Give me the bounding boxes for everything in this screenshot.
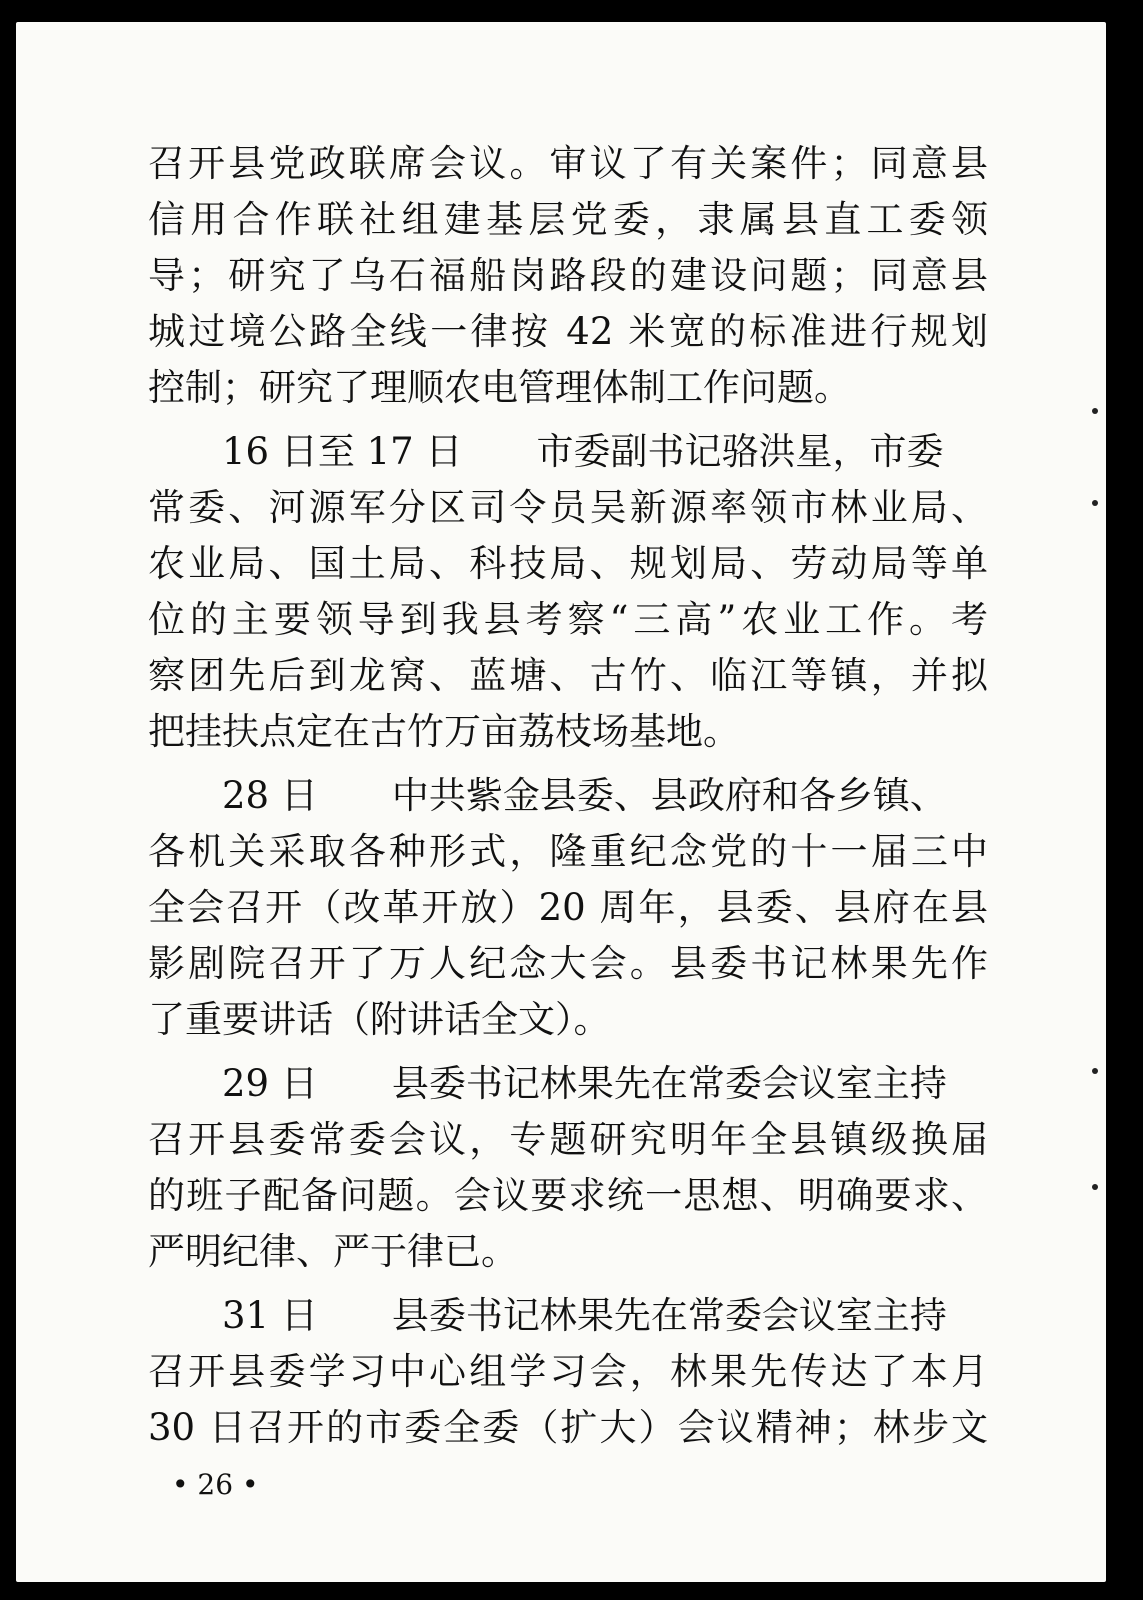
text-line: 召开县委常委会议，专题研究明年全县镇级换届 (148, 1118, 988, 1161)
paragraph (148, 1288, 988, 1456)
scan-speck (1092, 408, 1098, 414)
text-line: 察团先后到龙窝、蓝塘、古竹、临江等镇，并拟 (148, 654, 988, 697)
text-line: 28 日 中共紫金县委、县政府和各乡镇、 (222, 774, 947, 817)
text-line: 全会召开（改革开放）20 周年，县委、县府在县 (148, 886, 988, 929)
text-line: 各机关采取各种形式，隆重纪念党的十一届三中 (148, 830, 988, 873)
paragraph (148, 136, 988, 416)
text-line: 29 日 县委书记林果先在常委会议室主持 (222, 1062, 947, 1105)
text-line: 信用合作联社组建基层党委，隶属县直工委领 (148, 198, 988, 241)
paragraph (148, 768, 988, 1048)
text-line: 的班子配备问题。会议要求统一思想、明确要求、 (148, 1174, 988, 1217)
text-line: 31 日 县委书记林果先在常委会议室主持 (222, 1294, 947, 1337)
document-body (148, 136, 988, 1456)
text-line: 影剧院召开了万人纪念大会。县委书记林果先作 (148, 942, 988, 985)
paragraph (148, 1056, 988, 1280)
text-line: 控制；研究了理顺农电管理体制工作问题。 (148, 366, 851, 409)
paragraph (148, 424, 988, 760)
page-number: • 26 • (172, 1468, 259, 1501)
text-line: 常委、河源军分区司令员吴新源率领市林业局、 (148, 486, 988, 529)
text-line: 把挂扶点定在古竹万亩荔枝场基地。 (148, 710, 740, 753)
text-line: 农业局、国土局、科技局、规划局、劳动局等单 (148, 542, 988, 585)
text-line: 召开县党政联席会议。审议了有关案件；同意县 (148, 142, 988, 185)
text-line: 位的主要领导到我县考察“三高”农业工作。考 (148, 598, 988, 641)
text-line: 城过境公路全线一律按 42 米宽的标准进行规划 (148, 310, 988, 353)
scan-speck (1092, 1068, 1098, 1074)
text-line: 严明纪律、严于律已。 (148, 1230, 518, 1273)
scan-speck (1092, 1184, 1098, 1190)
text-line: 30 日召开的市委全委（扩大）会议精神；林步文 (148, 1406, 988, 1449)
text-line: 16 日至 17 日 市委副书记骆洪星，市委 (222, 430, 944, 473)
text-line: 召开县委学习中心组学习会，林果先传达了本月 (148, 1350, 988, 1393)
text-line: 导；研究了乌石福船岗路段的建设问题；同意县 (148, 254, 988, 297)
text-line: 了重要讲话（附讲话全文）。 (148, 998, 611, 1041)
scan-speck (1092, 500, 1098, 506)
